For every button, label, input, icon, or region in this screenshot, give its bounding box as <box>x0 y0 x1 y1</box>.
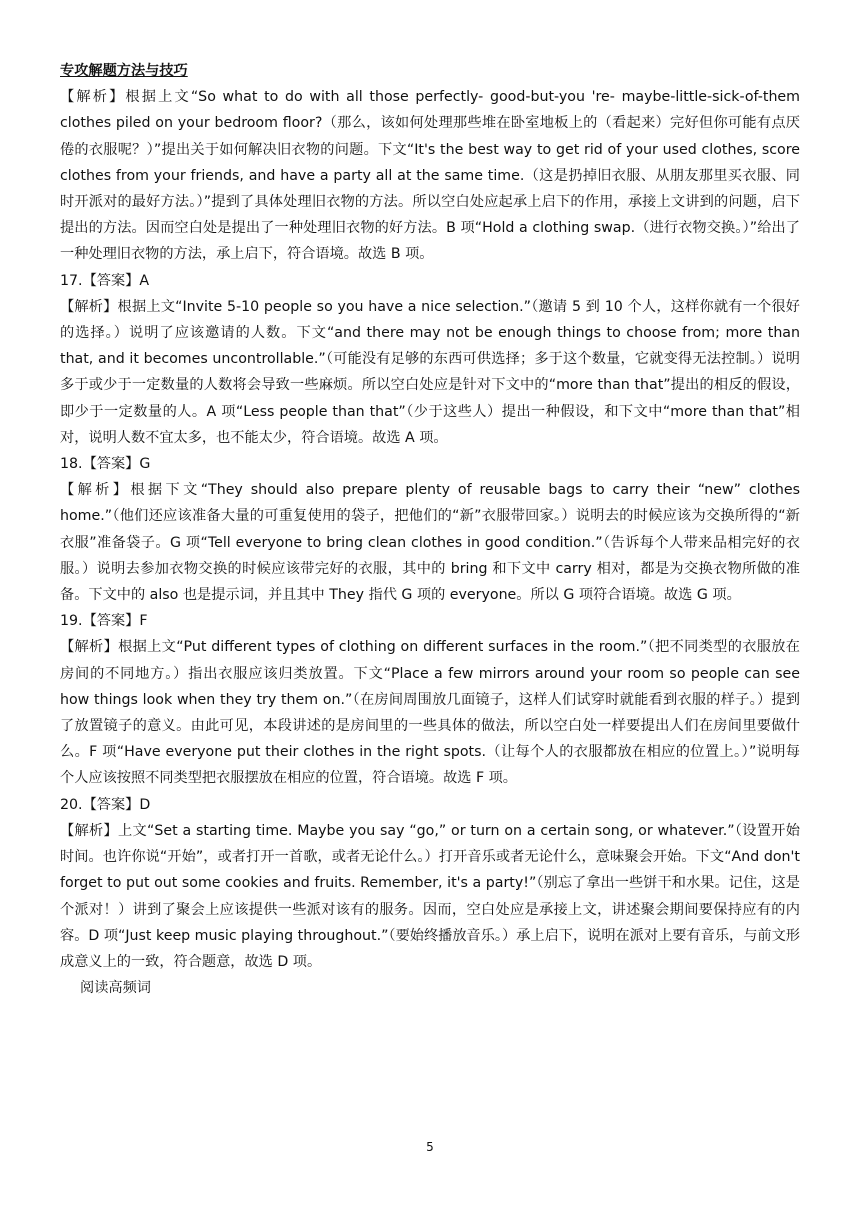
answer-line: 19.【答案】F <box>60 613 148 630</box>
page-number: 5 <box>426 1140 434 1154</box>
section-heading: 专攻解题方法与技巧 <box>60 63 188 79</box>
answer-line: 18.【答案】G <box>60 456 151 473</box>
content-blocks <box>60 84 800 1001</box>
document-body <box>60 58 800 1001</box>
answer-line: 20.【答案】D <box>60 796 151 813</box>
vocab-heading: 阅读高频词 <box>80 980 151 997</box>
analysis-paragraph: 【解析】根据上文“Invite 5-10 people so you have a nice selection.”（邀请 5 到 10 个人，这样你就有一个很好的选择。）说明了应该邀请的人数。下文“and there may not be enough things to choose from; more than that, and it becomes uncontrollable.”（可能没有足够的东西可供选择；多于这个数量，它就变得无法控制。）说明多于或少于一定数量的人数将会导致一些麻烦。所以空白处应是针对下文中的“more than that”提出的相反的假设，即少于一定数量的人。A 项“Less people than that”（少于这些人）提出一种假设，和下文中“more than that”相对，说明人数不宜太多，也不能太少，符合语境。故选 A 项。 <box>60 298 800 446</box>
analysis-paragraph: 【解析】根据上文“So what to do with all those perfectly- good-but-you 're- maybe-little-sick-of-them clothes piled on your bedroom floor?（那么，该如何处理那些堆在卧室地板上的（看起来）完好但你可能有点厌倦的衣服呢？）”提出关于如何解决旧衣物的问题。下文“It's the best way to get rid of your used clothes, score clothes from your friends, and have a party all at the same time.（这是扔掉旧衣服、从朋友那里买衣服、同时开派对的最好方法。）”提到了具体处理旧衣物的方法。所以空白处应起承上启下的作用，承接上文讲到的问题，启下提出的方法。因而空白处是提出了一种处理旧衣物的好方法。B 项“Hold a clothing swap.（进行衣物交换。）”给出了一种处理旧衣物的方法，承上启下，符合语境。故选 B 项。 <box>60 89 800 263</box>
analysis-paragraph: 【解析】上文“Set a starting time. Maybe you say “go,” or turn on a certain song, or whatever.”（设置开始时间。也许你说“开始”，或者打开一首歌，或者无论什么。）打开音乐或者无论什么，意味聚会开始。下文“And don't forget to put out some cookies and fruits. Remember, it's a party!”（别忘了拿出一些饼干和水果。记住，这是个派对！）讲到了聚会上应该提供一些派对该有的服务。因而，空白处应是承接上文，讲述聚会期间要保持应有的内容。D 项“Just keep music playing throughout.”（要始终播放音乐。）承上启下，说明在派对上要有音乐，与前文形成意义上的一致，符合题意，故选 D 项。 <box>60 822 800 970</box>
analysis-paragraph: 【解析】根据上文“Put different types of clothing on different surfaces in the room.”（把不同类型的衣服放在房间的不同地方。）指出衣服应该归类放置。下文“Place a few mirrors around your room so people can see how things look when they try them on.”（在房间周围放几面镜子，这样人们试穿时就能看到衣服的样子。）提到了放置镜子的意义。由此可见，本段讲述的是房间里的一些具体的做法，所以空白处一样要提出人们在房间里要做什么。F 项“Have everyone put their clothes in the right spots.（让每个人的衣服都放在相应的位置上。）”说明每个人应该按照不同类型把衣服摆放在相应的位置，符合语境。故选 F 项。 <box>60 639 800 787</box>
analysis-paragraph: 【解析】根据下文“They should also prepare plenty of reusable bags to carry their “new” clothes home.”（他们还应该准备大量的可重复使用的袋子，把他们的“新”衣服带回家。）说明去的时候应该为交换所得的“新衣服”准备袋子。G 项“Tell everyone to bring clean clothes in good condition.”（告诉每个人带来品相完好的衣服。）说明去参加衣物交换的时候应该带完好的衣服，其中的 bring 和下文中 carry 相对，都是为交换衣物所做的准备。下文中的 also 也是提示词，并且其中 They 指代 G 项的 everyone。所以 G 项符合语境。故选 G 项。 <box>60 482 800 604</box>
answer-line: 17.【答案】A <box>60 272 150 289</box>
